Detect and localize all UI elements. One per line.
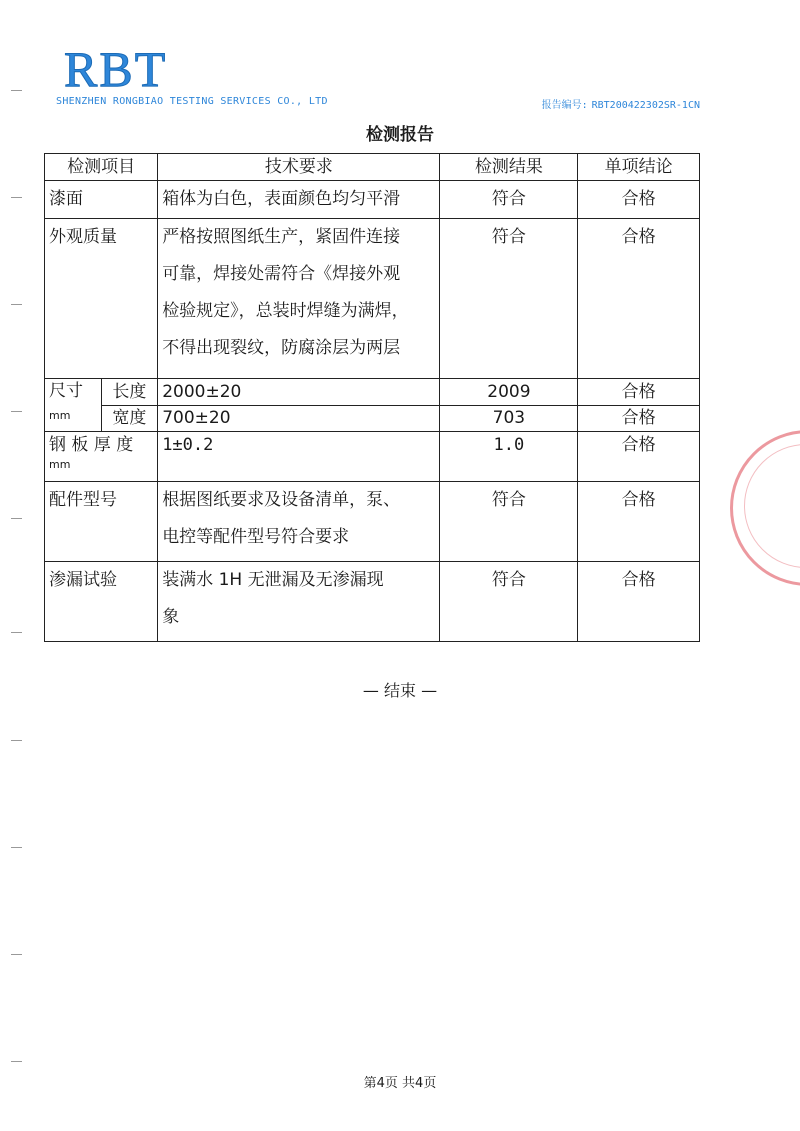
end-mark: — 结束 —: [362, 681, 438, 700]
appearance-requirement-line: 严格按照图纸生产，紧固件连接: [162, 227, 401, 247]
table-row: [45, 406, 700, 432]
thickness-item-label: 钢 板 厚 度: [49, 435, 134, 455]
paint-requirement: 箱体为白色，表面颜色均匀平滑: [158, 181, 440, 219]
appearance-conclusion: 合格: [578, 219, 700, 379]
leak-requirement-line: 装满水 1H 无泄漏及无渗漏现: [162, 570, 384, 590]
table-row: [45, 432, 700, 482]
appearance-requirement-line: 不得出现裂纹，防腐涂层为两层: [162, 338, 401, 358]
paint-conclusion: 合格: [578, 181, 700, 219]
length-result: 2009: [440, 379, 578, 406]
binding-mark: [11, 304, 22, 305]
width-result: 703: [440, 406, 578, 432]
thickness-unit: mm: [49, 458, 71, 471]
binding-mark: [11, 740, 22, 741]
binding-mark: [11, 90, 22, 91]
binding-mark: [11, 1061, 22, 1062]
length-conclusion: 合格: [578, 379, 700, 406]
thickness-item: [45, 432, 158, 482]
leak-requirement: [158, 562, 440, 642]
parts-requirement-line: 根据图纸要求及设备清单，泵、: [162, 490, 401, 510]
table-row: [45, 379, 700, 406]
parts-conclusion: 合格: [578, 482, 700, 562]
size-unit: mm: [49, 409, 71, 422]
width-conclusion: 合格: [578, 406, 700, 432]
header-conclusion: 单项结论: [578, 154, 700, 181]
width-requirement: 700±20: [158, 406, 440, 432]
table-row: [45, 219, 700, 379]
table-row: [45, 181, 700, 219]
thickness-result: 1.0: [440, 432, 578, 482]
table-row: [45, 482, 700, 562]
report-number-value: RBT200422302SR-1CN: [591, 100, 700, 111]
leak-requirement-line: 象: [162, 607, 180, 627]
report-number: [542, 96, 700, 111]
size-item: [45, 379, 102, 432]
report-number-label: 报告编号:: [541, 100, 588, 111]
leak-result: 符合: [440, 562, 578, 642]
appearance-requirement-line: 检验规定》，总装时焊缝为满焊，: [162, 301, 409, 321]
length-label: 长度: [101, 379, 158, 406]
leak-item: 渗漏试验: [45, 562, 158, 642]
binding-mark: [11, 847, 22, 848]
binding-mark: [11, 411, 22, 412]
company-name: SHENZHEN RONGBIAO TESTING SERVICES CO., LTD: [56, 96, 328, 107]
parts-requirement-line: 电控等配件型号符合要求: [162, 527, 350, 547]
binding-mark: [11, 197, 22, 198]
test-report-table: [44, 153, 700, 642]
table-header-row: [45, 154, 700, 181]
paint-item: 漆面: [45, 181, 158, 219]
header-test-item: 检测项目: [45, 154, 158, 181]
width-label: 宽度: [101, 406, 158, 432]
header-requirement: 技术要求: [158, 154, 440, 181]
page-number: 第4页 共4页: [363, 1076, 437, 1091]
company-logo: RBT: [64, 41, 168, 97]
binding-mark: [11, 954, 22, 955]
length-requirement: 2000±20: [158, 379, 440, 406]
appearance-result: 符合: [440, 219, 578, 379]
table-row: [45, 562, 700, 642]
binding-mark: [11, 632, 22, 633]
page-title: 检测报告: [366, 125, 434, 145]
appearance-requirement: [158, 219, 440, 379]
appearance-requirement-line: 可靠，焊接处需符合《焊接外观: [162, 264, 401, 284]
leak-conclusion: 合格: [578, 562, 700, 642]
binding-mark: [11, 518, 22, 519]
size-item-label: 尺寸: [49, 381, 83, 401]
appearance-item: 外观质量: [45, 219, 158, 379]
paint-result: 符合: [440, 181, 578, 219]
thickness-conclusion: 合格: [578, 432, 700, 482]
parts-result: 符合: [440, 482, 578, 562]
parts-item: 配件型号: [45, 482, 158, 562]
parts-requirement: [158, 482, 440, 562]
thickness-requirement: 1±0.2: [158, 432, 440, 482]
header-result: 检测结果: [440, 154, 578, 181]
